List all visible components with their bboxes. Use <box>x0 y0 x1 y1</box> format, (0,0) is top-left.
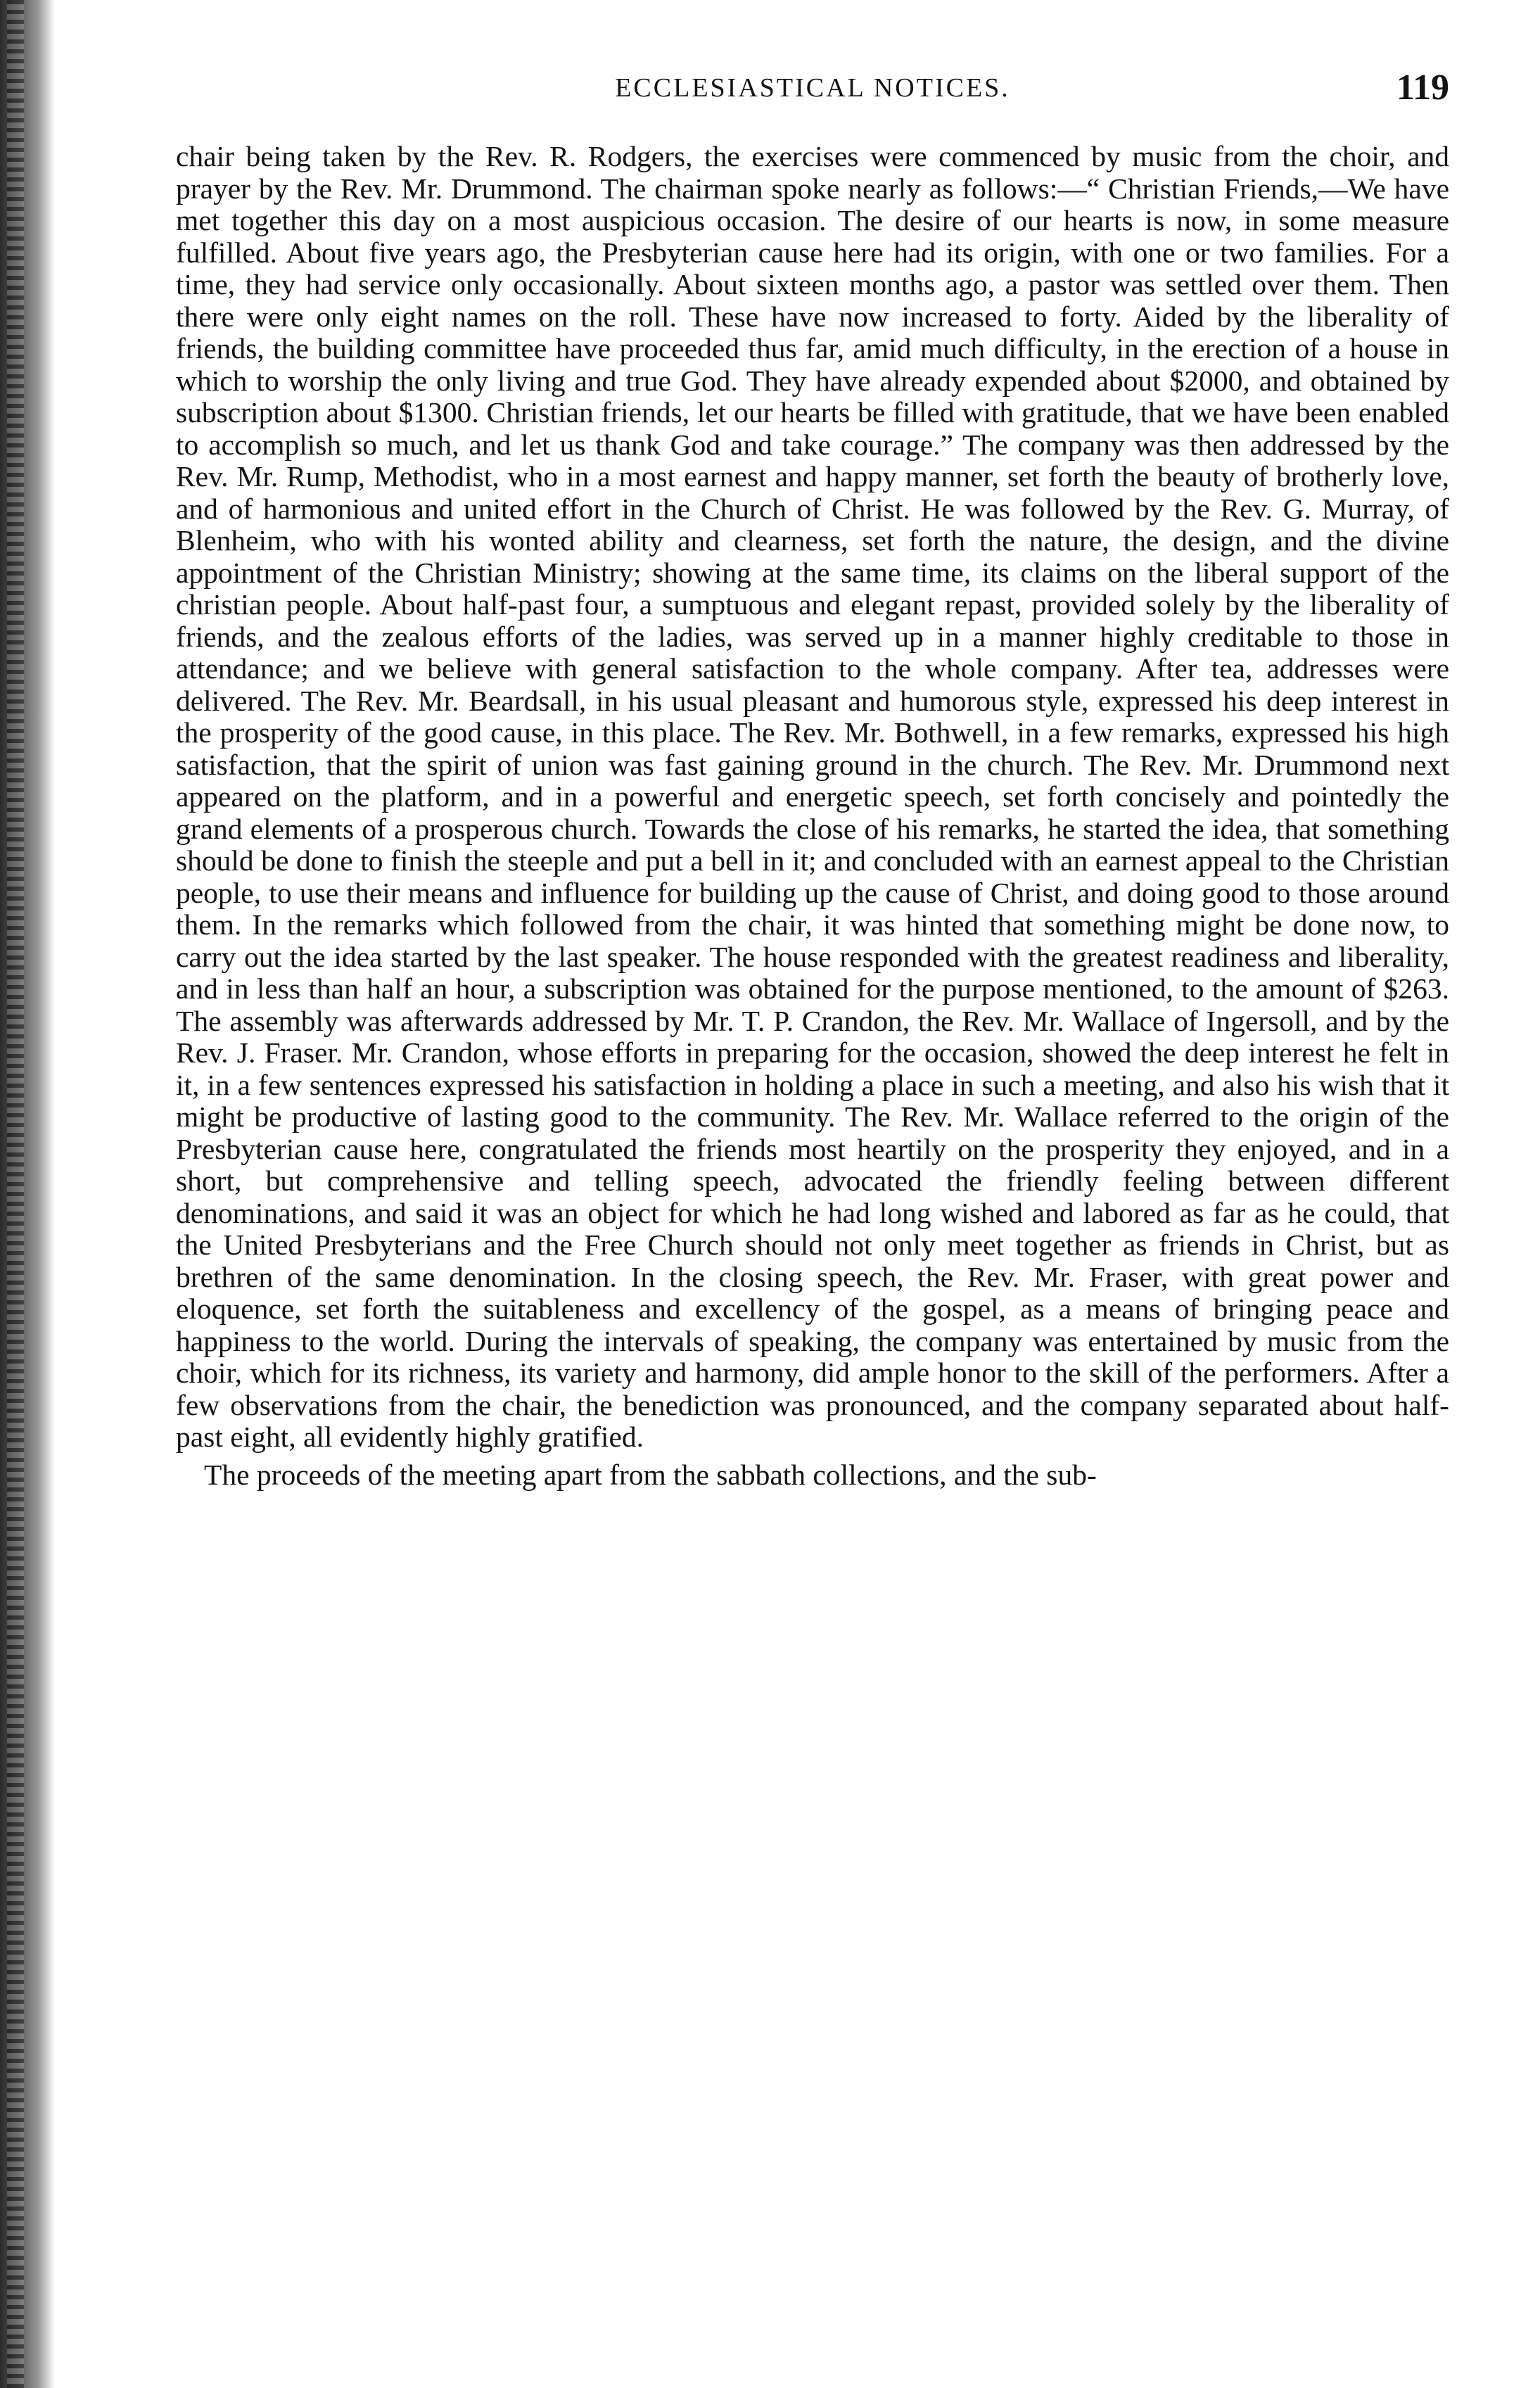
page-number: 119 <box>1396 68 1449 108</box>
paragraph-meeting-report: chair being taken by the Rev. R. Rodgers, the exercises were commenced by music from the choir, and prayer by the Rev. Mr. Drummond. The chairman spoke nearly as follows:—“ Christian Friends,—We have met together this day on a most auspicious occasion. The desire of our hearts is now, in some measure fulfilled. About five years ago, the Presbyterian cause here had its origin, with one or two families. For a time, they had service only occasionally. About sixteen months ago, a pastor was settled over them. Then there were only eight names on the roll. These have now increased to forty. Aided by the liberality of friends, the building committee have proceeded thus far, amid much difficulty, in the erection of a house in which to worship the only living and true God. They have already expended about $2000, and obtained by subscription about $1300. Christian friends, let our hearts be filled with gratitude, that we have been enabled to accomplish so much, and let us thank God and take courage.” The company was then addressed by the Rev. Mr. Rump, Methodist, who in a most earnest and happy manner, set forth the beauty of brotherly love, and of harmonious and united effort in the Church of Christ. He was followed by the Rev. G. Murray, of Blenheim, who with his wonted ability and clearness, set forth the nature, the design, and the divine appointment of the Christian Ministry; showing at the same time, its claims on the liberal support of the christian people. About half-past four, a sumptuous and elegant repast, provided solely by the liberality of friends, and the zealous efforts of the ladies, was served up in a manner highly creditable to those in attendance; and we believe with general satisfaction to the whole company. After tea, addresses were delivered. The Rev. Mr. Beardsall, in his usual pleasant and humorous style, expressed his deep interest in the prosperity of the good cause, in this place. The Rev. Mr. Bothwell, in a few remarks, expressed his high satisfaction, that the spirit of union was fast gaining ground in the church. The Rev. Mr. Drummond next appeared on the platform, and in a powerful and energetic speech, set forth concisely and pointedly the grand elements of a prosperous church. Towards the close of his remarks, he started the idea, that something should be done to finish the steeple and put a bell in it; and concluded with an earnest appeal to the Christian people, to use their means and influence for building up the cause of Christ, and doing good to those around them. In the remarks which followed from the chair, it was hinted that something might be done now, to carry out the idea started by the last speaker. The house responded with the greatest readiness and liberality, and in less than half an hour, a subscription was obtained for the purpose mentioned, to the amount of $263. The assembly was afterwards addressed by Mr. T. P. Crandon, the Rev. Mr. Wallace of Ingersoll, and by the Rev. J. Fraser. Mr. Crandon, whose efforts in preparing for the occasion, showed the deep interest he felt in it, in a few sentences expressed his satisfaction in holding a place in such a meeting, and also his wish that it might be productive of lasting good to the community. The Rev. Mr. Wallace referred to the origin of the Presbyterian cause here, congratulated the friends most heartily on the prosperity they enjoyed, and in a short, but comprehensive and telling speech, advocated the friendly feeling between different denominations, and said it was an object for which he had long wished and labored as far as he could, that the United Presbyterians and the Free Church should not only meet together as friends in Christ, but as brethren of the same denomination. In the closing speech, the Rev. Mr. Fraser, with great power and eloquence, set forth the suitableness and excellency of the gospel, as a means of bringing peace and happiness to the world. During the intervals of speaking, the company was entertained by music from the choir, which for its richness, its variety and harmony, did ample honor to the skill of the performers. After a few observations from the chair, the benediction was pronounced, and the company separated about half-past eight, all evidently highly gratified. <box>176 140 1449 1453</box>
paragraph-proceeds: The proceeds of the meeting apart from the sabbath collections, and the sub- <box>204 1458 1097 1491</box>
article-body <box>176 141 1449 1491</box>
page-header <box>176 67 1449 123</box>
running-head: ECCLESIASTICAL NOTICES. <box>615 73 1010 103</box>
page-binding-edge <box>0 0 55 2388</box>
